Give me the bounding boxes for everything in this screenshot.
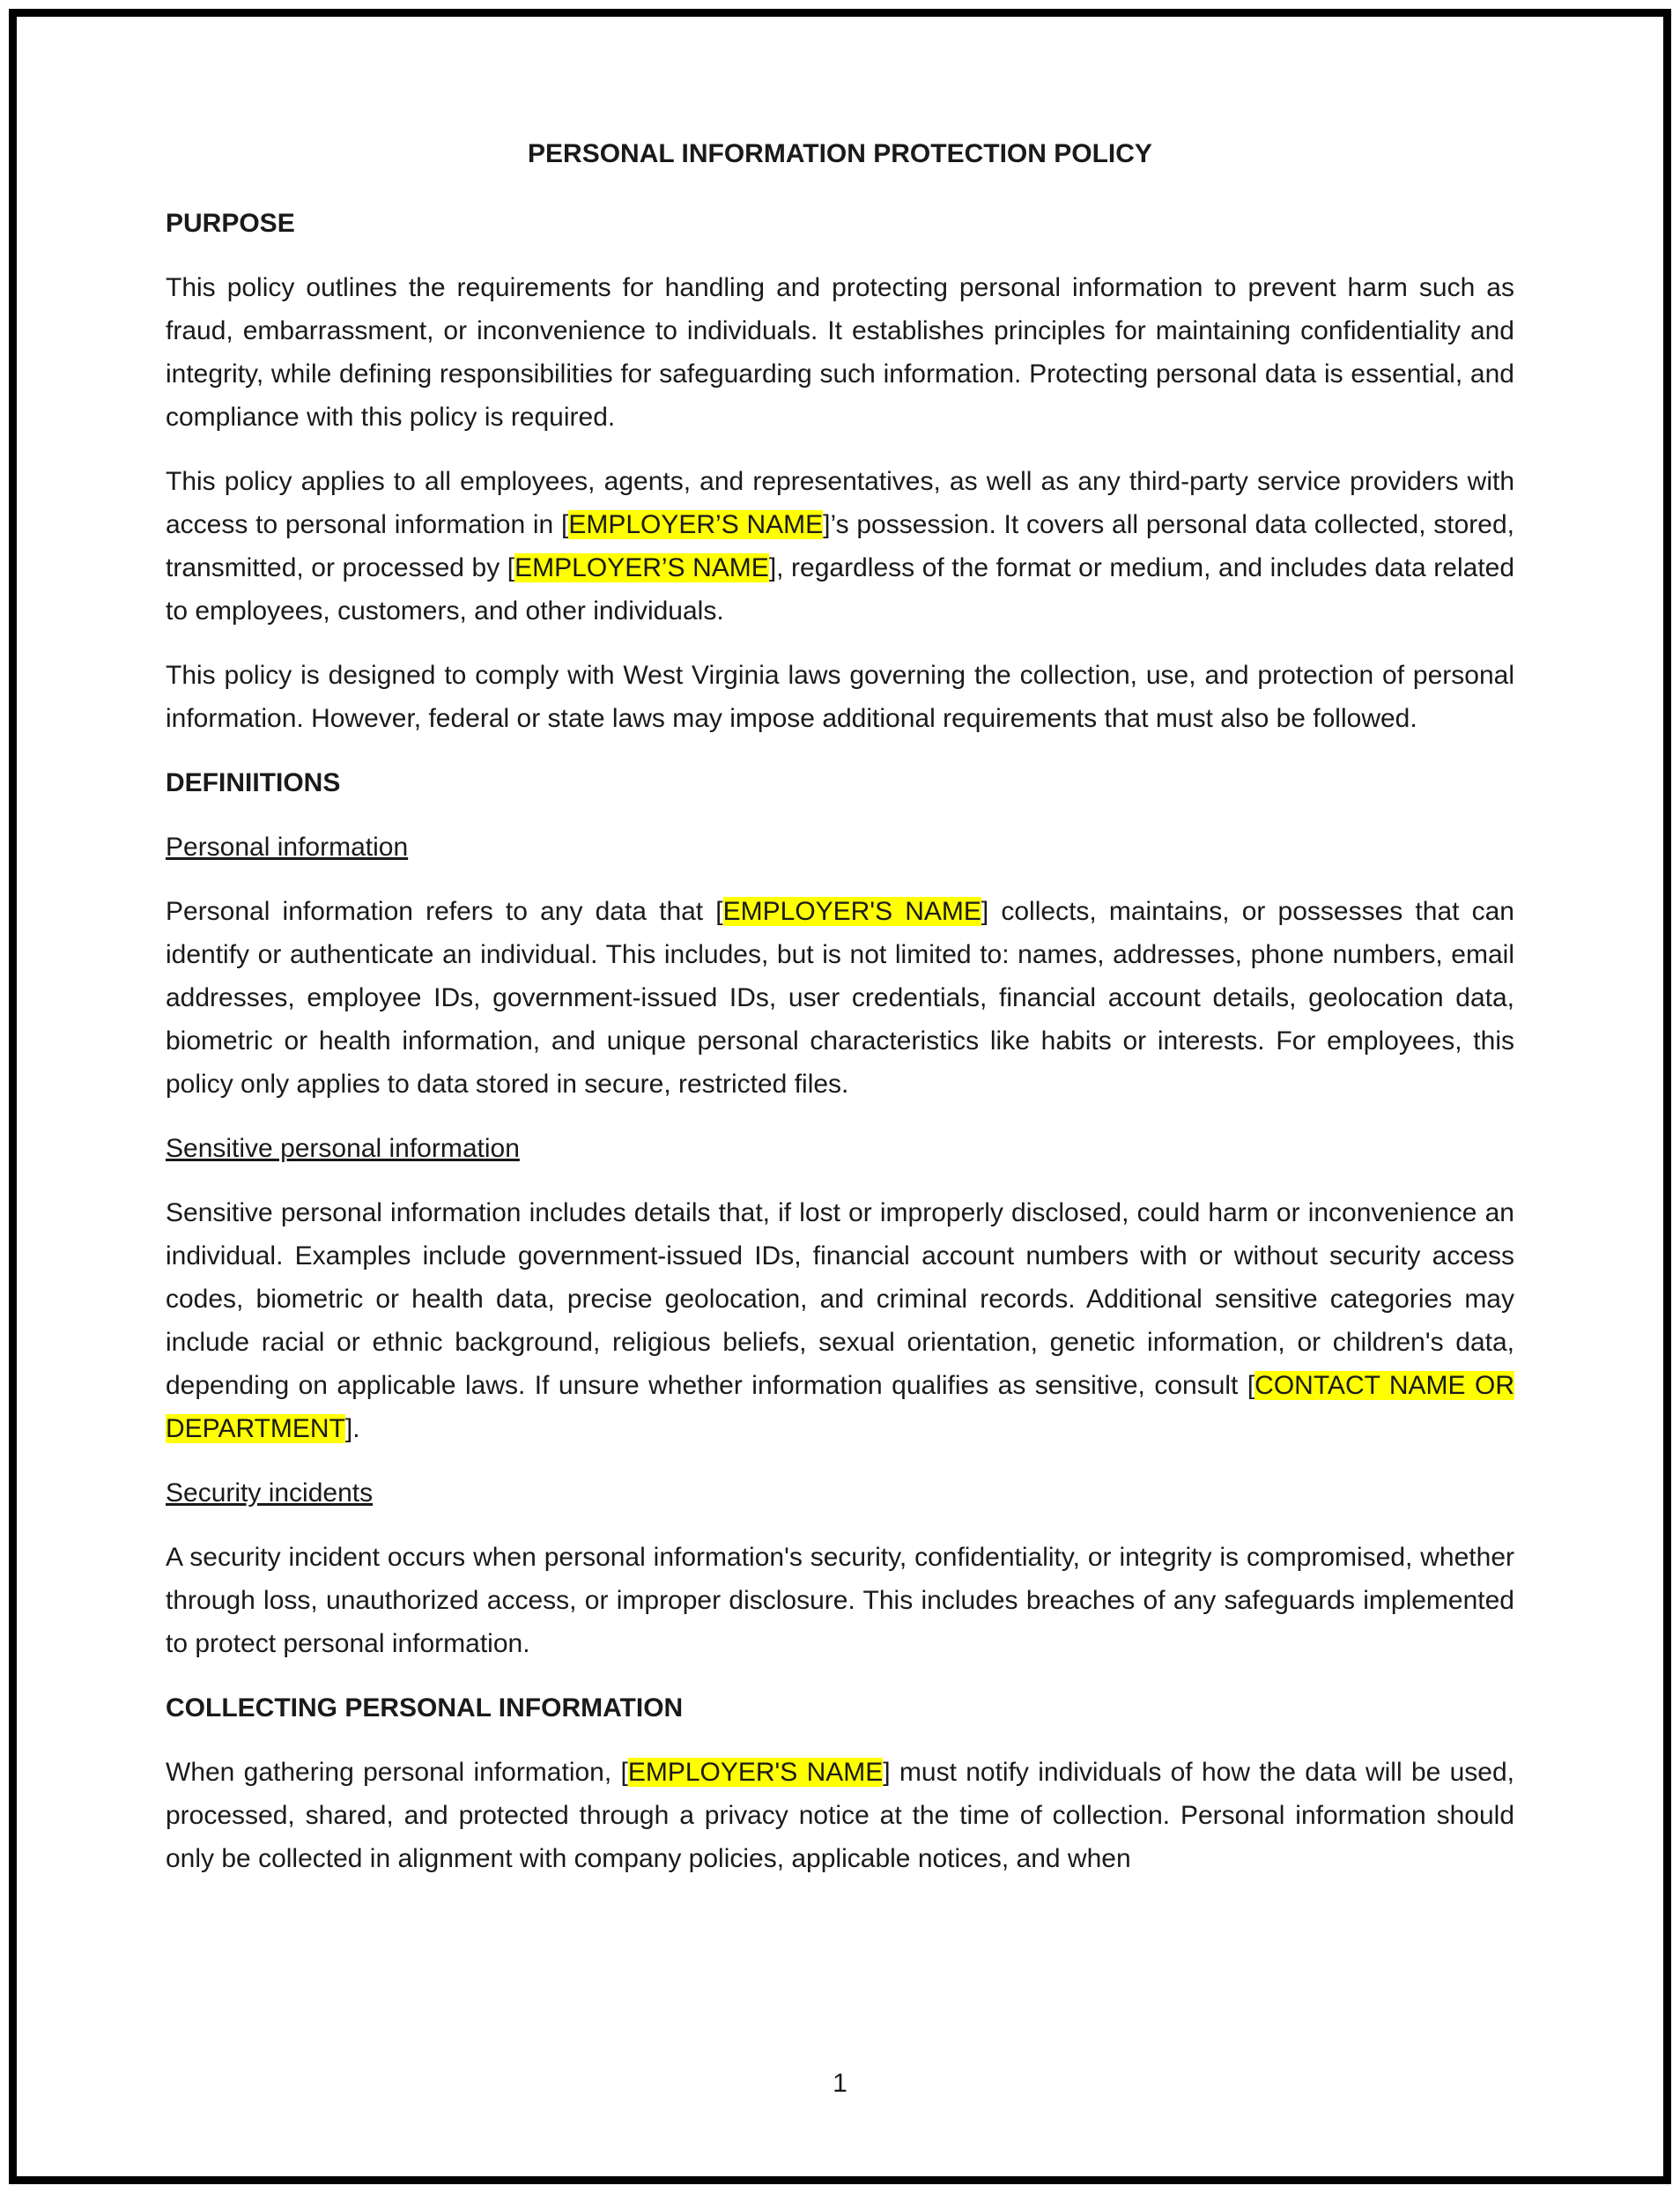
placeholder-highlight: EMPLOYER’S NAME xyxy=(568,510,824,539)
definition-subheading xyxy=(166,1127,1514,1170)
paragraph xyxy=(166,1751,1514,1880)
paragraph xyxy=(166,654,1514,740)
definition-subheading xyxy=(166,826,1514,869)
text-run: Sensitive personal information xyxy=(166,1134,520,1163)
page-number: 1 xyxy=(833,2069,847,2098)
paragraph xyxy=(166,1191,1514,1450)
text-run: This policy outlines the requirements for handling and protecting personal information to prevent harm such as fraud, embarrassment, or inconvenience to individuals. It establishes principles for maintaining confidentiality and integrity, while defining responsibilities for safeguarding such information. Protecting personal data is essential, and compliance with this policy is required. xyxy=(166,273,1514,432)
text-run: PURPOSE xyxy=(166,209,295,238)
text-run: DEFINIITIONS xyxy=(166,768,341,797)
paragraph xyxy=(166,890,1514,1106)
document-title: PERSONAL INFORMATION PROTECTION POLICY xyxy=(528,139,1152,168)
text-run: ] collects, maintains, or possesses that can identify or authenticate an individual. This includes, but is not limited to: names, addresses, phone numbers, email addresses, employee IDs, government-issued IDs, user credentials, financial account details, geolocation data, biometric or health information, and unique personal characteristics like habits or interests. For employees, this policy only applies to data stored in secure, restricted files. xyxy=(166,897,1514,1099)
text-run: Personal information refers to any data that [ xyxy=(166,897,723,926)
section-heading xyxy=(166,761,1514,804)
definition-subheading xyxy=(166,1471,1514,1515)
text-run: ], regardless of the format or medium, and includes data related to employees, customers, and other individuals. xyxy=(166,553,1515,626)
placeholder-highlight: EMPLOYER'S NAME xyxy=(627,1758,884,1787)
text-run: ]. xyxy=(344,1414,360,1443)
placeholder-highlight: CONTACT NAME OR DEPARTMENT xyxy=(166,1371,1514,1443)
text-run: A security incident occurs when personal information's security, confidentiality, or integrity is compromised, whether through loss, unauthorized access, or improper disclosure. This includes breaches of any safeguards implemented to protect personal information. xyxy=(166,1543,1514,1658)
text-run: COLLECTING PERSONAL INFORMATION xyxy=(166,1693,684,1723)
section-heading xyxy=(166,1686,1514,1730)
paragraph xyxy=(166,460,1514,633)
placeholder-highlight: EMPLOYER'S NAME xyxy=(722,897,981,926)
document-blocks xyxy=(166,202,1514,1880)
text-run: This policy applies to all employees, agents, and representatives, as well as any third-party service providers with access to personal information in [ xyxy=(166,467,1514,539)
text-run: Personal information xyxy=(166,833,409,862)
paragraph xyxy=(166,1536,1514,1665)
document-content xyxy=(166,132,1514,1901)
text-run: When gathering personal information, [ xyxy=(166,1758,628,1787)
text-run: ]’s possession. It covers all personal data collected, stored, transmitted, or processed by [ xyxy=(166,510,1514,582)
text-run: This policy is designed to comply with West Virginia laws governing the collection, use, and protection of personal information. However, federal or state laws may impose additional requirements that must also be followed. xyxy=(166,661,1514,733)
text-run: Security incidents xyxy=(166,1478,374,1508)
section-heading xyxy=(166,202,1514,245)
placeholder-highlight: EMPLOYER’S NAME xyxy=(514,553,769,582)
text-run: Sensitive personal information includes details that, if lost or improperly disclosed, could harm or inconvenience an individual. Examples include government-issued IDs, financial account numbers with or without security access codes, biometric or health data, precise geolocation, and criminal records. Additional sensitive categories may include racial or ethnic background, religious beliefs, sexual orientation, genetic information, or children's data, depending on applicable laws. If unsure whether information qualifies as sensitive, consult [ xyxy=(166,1198,1514,1400)
text-run: ] must notify individuals of how the data will be used, processed, shared, and protected through a privacy notice at the time of collection. Personal information should only be collected in alignment with company policies, applicable notices, and when xyxy=(166,1758,1515,1873)
paragraph xyxy=(166,266,1514,439)
